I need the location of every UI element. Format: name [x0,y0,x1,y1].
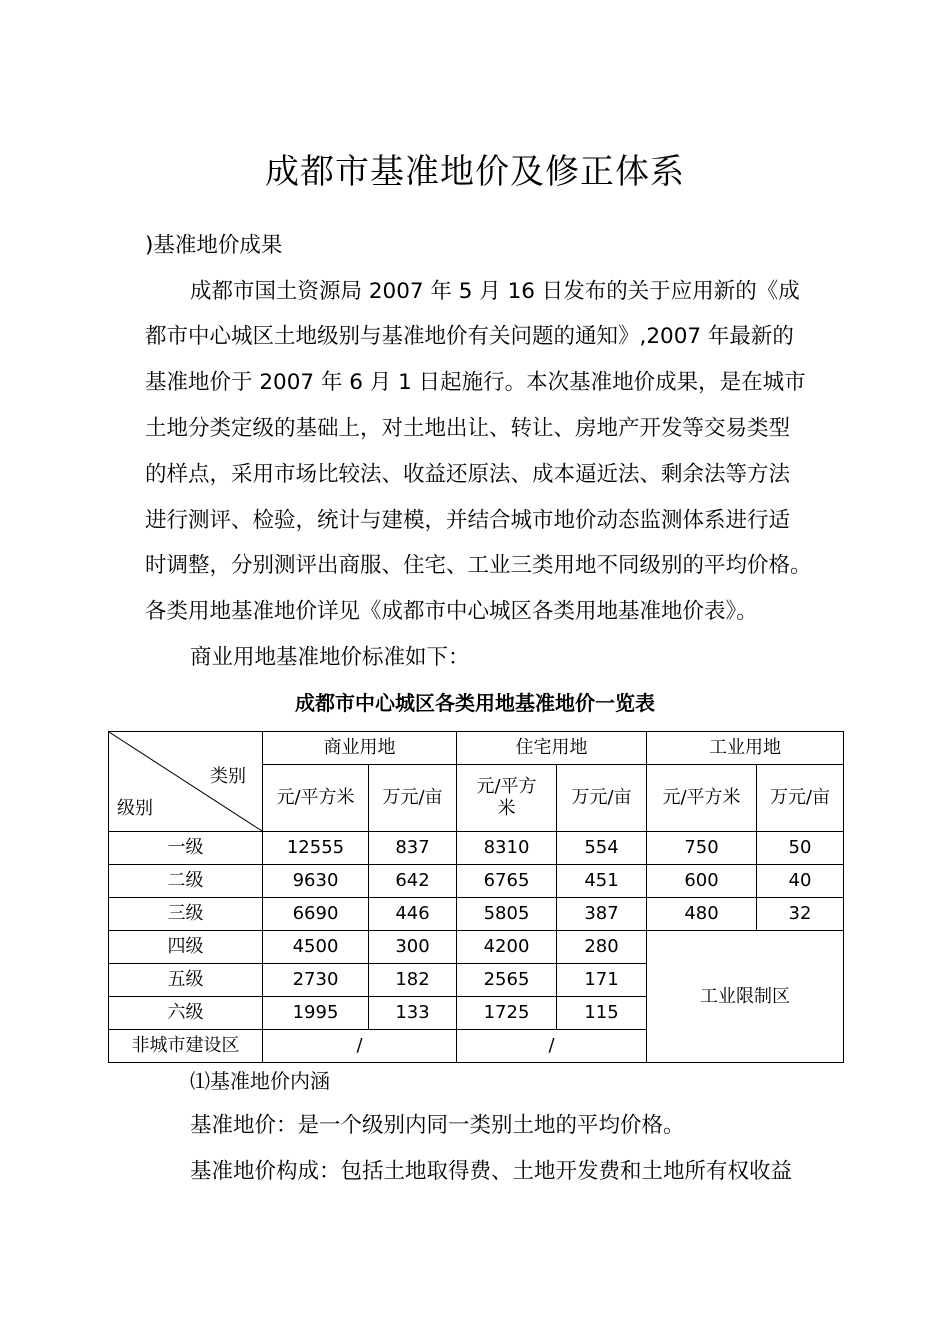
value-cell: 280 [557,931,647,964]
value-cell: 6690 [263,898,369,931]
value-cell: 451 [557,865,647,898]
value-cell: 2565 [457,964,557,997]
level-cell: 六级 [109,997,263,1030]
value-cell: 5805 [457,898,557,931]
intro-line: 基准地价于 2007 年 6 月 1 日起施行。本次基准地价成果，是在城市 [145,370,806,395]
value-cell: 171 [557,964,647,997]
value-cell: 6765 [457,865,557,898]
unit-header: 元/平方 米 [457,765,557,832]
value-cell: 600 [647,865,757,898]
value-cell: 115 [557,997,647,1030]
unit-header: 万元/亩 [369,765,457,832]
value-cell: 1995 [263,997,369,1030]
commercial-intro: 商业用地基准地价标准如下： [190,645,470,670]
value-cell: 750 [647,832,757,865]
level-cell: 五级 [109,964,263,997]
value-cell: 446 [369,898,457,931]
table-corner-cell [109,732,263,832]
intro-line: 土地分类定级的基础上，对土地出让、转让、房地产开发等交易类型 [145,416,791,441]
level-cell: 一级 [109,832,263,865]
value-cell: 182 [369,964,457,997]
unit-header: 万元/亩 [757,765,844,832]
value-cell: 642 [369,865,457,898]
intro-line: 成都市国土资源局 2007 年 5 月 16 日发布的关于应用新的《成 [190,279,800,304]
value-cell: 40 [757,865,844,898]
intro-line: 的样点，采用市场比较法、收益还原法、成本逼近法、剩余法等方法 [145,462,791,487]
group-header-commercial: 商业用地 [263,732,457,765]
table-row [109,865,844,898]
value-cell: 12555 [263,832,369,865]
intro-line: 时调整，分别测评出商服、住宅、工业三类用地不同级别的平均价格。 [145,553,812,578]
value-cell: 837 [369,832,457,865]
value-cell: / [457,1030,647,1063]
value-cell: 2730 [263,964,369,997]
level-cell: 四级 [109,931,263,964]
value-cell: 9630 [263,865,369,898]
definition-line: 基准地价：是一个级别内同一类别土地的平均价格。 [190,1113,685,1138]
group-header-industrial: 工业用地 [647,732,844,765]
table-title: 成都市中心城区各类用地基准地价一览表 [295,691,655,715]
table-row [109,832,844,865]
level-cell: 三级 [109,898,263,931]
value-cell: 554 [557,832,647,865]
level-cell: 非城市建设区 [109,1030,263,1063]
corner-category-label: 类别 [210,766,246,787]
level-cell: 二级 [109,865,263,898]
value-cell: 1725 [457,997,557,1030]
unit-header: 元/平方米 [647,765,757,832]
value-cell: 387 [557,898,647,931]
value-cell: 300 [369,931,457,964]
value-cell: 32 [757,898,844,931]
value-cell: 480 [647,898,757,931]
land-price-table [108,731,844,1063]
value-cell: 133 [369,997,457,1030]
value-cell: 50 [757,832,844,865]
intro-line: 各类用地基准地价详见《成都市中心城区各类用地基准地价表》。 [145,599,758,624]
value-cell: 4200 [457,931,557,964]
value-cell: / [263,1030,457,1063]
value-cell: 4500 [263,931,369,964]
intro-line: 进行测评、检验，统计与建模，并结合城市地价动态监测体系进行适 [145,508,791,533]
value-cell: 8310 [457,832,557,865]
intro-line: 都市中心城区土地级别与基准地价有关问题的通知》,2007 年最新的 [145,324,794,349]
section-heading: )基准地价成果 [145,233,283,258]
unit-header: 万元/亩 [557,765,647,832]
group-header-residential: 住宅用地 [457,732,647,765]
table-row [109,898,844,931]
unit-header: 元/平方米 [263,765,369,832]
corner-level-label: 级别 [117,798,153,819]
connotation-heading: ⑴基准地价内涵 [190,1069,330,1093]
page-title: 成都市基准地价及修正体系 [265,152,685,192]
industrial-restricted-cell: 工业限制区 [647,931,844,1063]
table-row [109,931,844,964]
composition-line: 基准地价构成：包括土地取得费、土地开发费和土地所有权收益 [190,1159,793,1184]
